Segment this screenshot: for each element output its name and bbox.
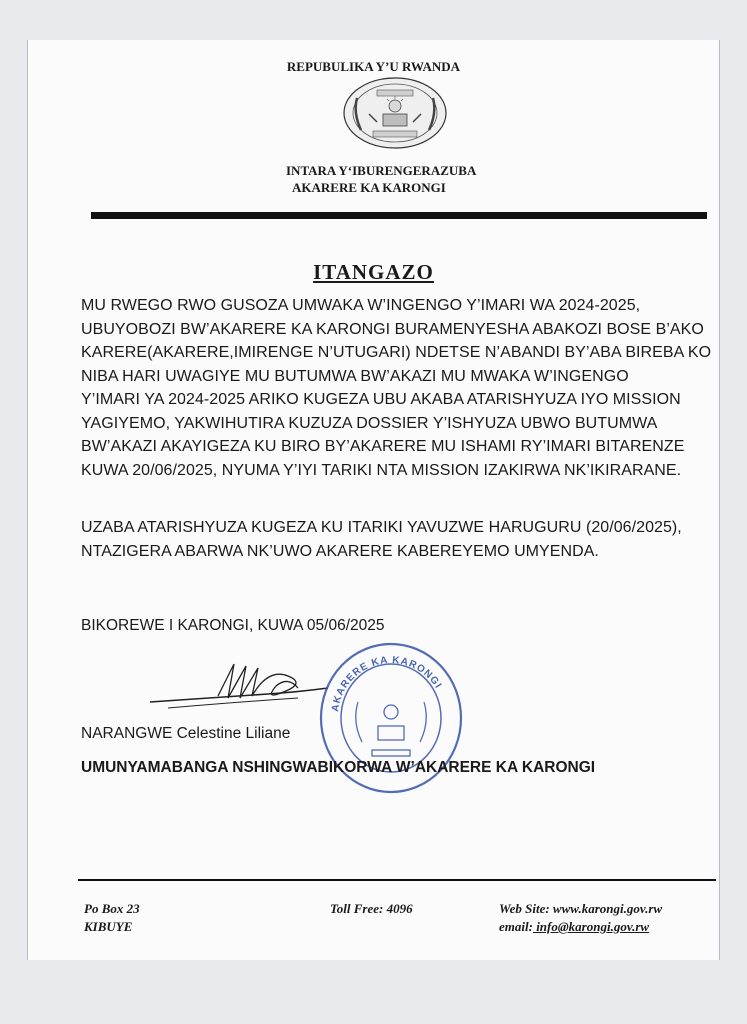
rwanda-coat-of-arms-icon [343,76,447,150]
notice-paragraph-1 [81,294,747,482]
email-link[interactable]: info@karongi.gov.rw [532,919,650,934]
paragraph-line: BW’AKAZI AKAYIGEZA KU BIRO BY’AKARERE MU ISHAMI RY’IMARI BITARENZE [81,438,685,455]
signer-name: NARANGWE Celestine Liliane [81,725,291,742]
paragraph-line: NIBA HARI UWAGIYE MU BUTUMWA BW’AKAZI MU MWAKA W’INGENGO [81,367,629,385]
paragraph-line: YAGIYEMO, YAKWIHUTIRA KUZUZA DOSSIER Y’ISHYUZA UBWO BUTUMWA [81,414,658,432]
notice-paragraph-2 [81,516,747,563]
document-page [27,40,720,960]
svg-text:AKARERE KA KARONGI [330,655,444,713]
toll-free: Toll Free: 4096 [330,901,413,916]
handwritten-signature [148,658,338,716]
footer-divider [78,879,716,881]
email-label: email: [499,919,533,934]
paragraph-line: Y’IMARI YA 2024-2025 ARIKO KUGEZA UBU AKABA ATARISHYUZA IYO MISSION [81,391,681,408]
paragraph-line: UBUYOBOZI BW’AKARERE KA KARONGI BURAMENYESHA ABAKOZI BOSE B’AKO [81,320,704,338]
date-line: BIKOREWE I KARONGI, KUWA 05/06/2025 [81,617,385,634]
footer-contacts [499,900,662,936]
signer-role: UMUNYAMABANGA NSHINGWABIKORWA W’AKARERE KA KARONGI [81,759,596,776]
province-heading: INTARA Y‘IBURENGERAZUBA [286,163,477,178]
paragraph-line: MU RWEGO RWO GUSOZA UMWAKA W’INGENGO Y’IMARI WA 2024-2025, [81,297,641,314]
town: KIBUYE [84,919,133,934]
district-heading: AKARERE KA KARONGI [292,180,446,195]
email-line [499,918,662,936]
paragraph-line: KARERE(AKARERE,IMIRENGE N’UTUGARI) NDETSE N’ABANDI BY’ABA BIREBA KO [81,344,712,361]
country-heading: REPUBULIKA Y’U RWANDA [286,59,461,74]
paragraph-line: KUWA 20/06/2025, NYUMA Y’IYI TARIKI NTA MISSION IZAKIRWA NK’IKIRARANE. [81,461,682,479]
po-box: Po Box 23 [84,901,140,916]
paragraph-line: NTAZIGERA ABARWA NK’UWO AKARERE KABEREYEMO UMYENDA. [81,542,599,560]
stamp-text: AKARERE KA KARONGI [330,654,444,713]
notice-title: ITANGAZO [313,260,434,284]
header-divider [91,212,707,219]
website[interactable]: Web Site: www.karongi.gov.rw [499,901,663,916]
paragraph-line: UZABA ATARISHYUZA KUGEZA KU ITARIKI YAVUZWE HARUGURU (20/06/2025), [81,519,682,536]
footer-address [84,900,140,936]
